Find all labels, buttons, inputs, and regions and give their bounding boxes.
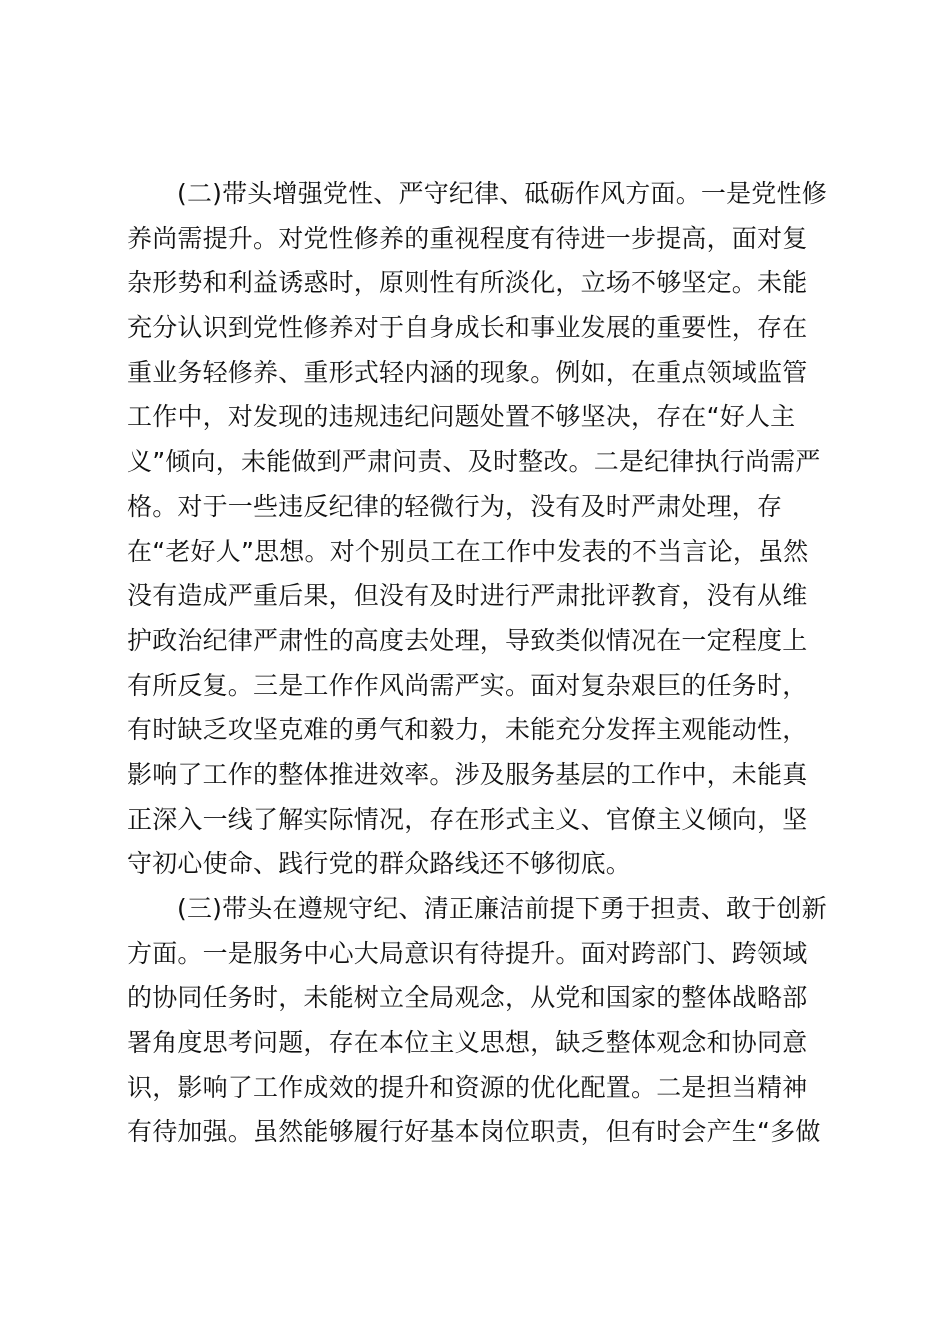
text-line: 杂形势和利益诱惑时，原则性有所淡化，立场不够坚定。未能 [127, 268, 808, 298]
text-line: 识，影响了工作成效的提升和资源的优化配置。二是担当精神 [127, 1072, 808, 1102]
text-line: 护政治纪律严肃性的高度去处理，导致类似情况在一定程度上 [127, 625, 808, 655]
text-line: 有所反复。三是工作作风尚需严实。面对复杂艰巨的任务时， [127, 670, 808, 700]
text-line: 影响了工作的整体推进效率。涉及服务基层的工作中，未能真 [127, 759, 808, 789]
text-line: 有待加强。虽然能够履行好基本岗位职责，但有时会产生“多做 [127, 1117, 821, 1147]
text-line: 有时缺乏攻坚克难的勇气和毅力，未能充分发挥主观能动性， [127, 715, 808, 745]
text-line: 在“老好人”思想。对个别员工在工作中发表的不当言论，虽然 [127, 536, 809, 566]
text-line: 充分认识到党性修养对于自身成长和事业发展的重要性，存在 [127, 313, 808, 343]
text-line: 没有造成严重后果，但没有及时进行严肃批评教育，没有从维 [127, 581, 808, 611]
text-line: 养尚需提升。对党性修养的重视程度有待进一步提高，面对复 [127, 223, 808, 253]
paragraph-2-heading-line: (二)带头增强党性、严守纪律、砥砺作风方面。一是党性修 [177, 179, 827, 208]
text-line: 方面。一是服务中心大局意识有待提升。面对跨部门、跨领域 [127, 938, 808, 968]
text-line: 守初心使命、践行党的群众路线还不够彻底。 [127, 849, 632, 879]
text-line: 义”倾向，未能做到严肃问责、及时整改。二是纪律执行尚需严 [127, 447, 821, 477]
text-line: 格。对于一些违反纪律的轻微行为，没有及时严肃处理，存 [127, 491, 783, 521]
text-line: 正深入一线了解实际情况，存在形式主义、官僚主义倾向，坚 [127, 804, 808, 834]
text-line: 的协同任务时，未能树立全局观念，从党和国家的整体战略部 [127, 983, 808, 1013]
text-line: 署角度思考问题，存在本位主义思想，缺乏整体观念和协同意 [127, 1028, 808, 1058]
text-line: 工作中，对发现的违规违纪问题处置不够坚决，存在“好人主 [127, 402, 796, 432]
paragraph-3-heading-line: (三)带头在遵规守纪、清正廉洁前提下勇于担责、敢于创新 [177, 894, 827, 923]
document-body [127, 172, 847, 1155]
text-line: 重业务轻修养、重形式轻内涵的现象。例如，在重点领域监管 [127, 357, 808, 387]
